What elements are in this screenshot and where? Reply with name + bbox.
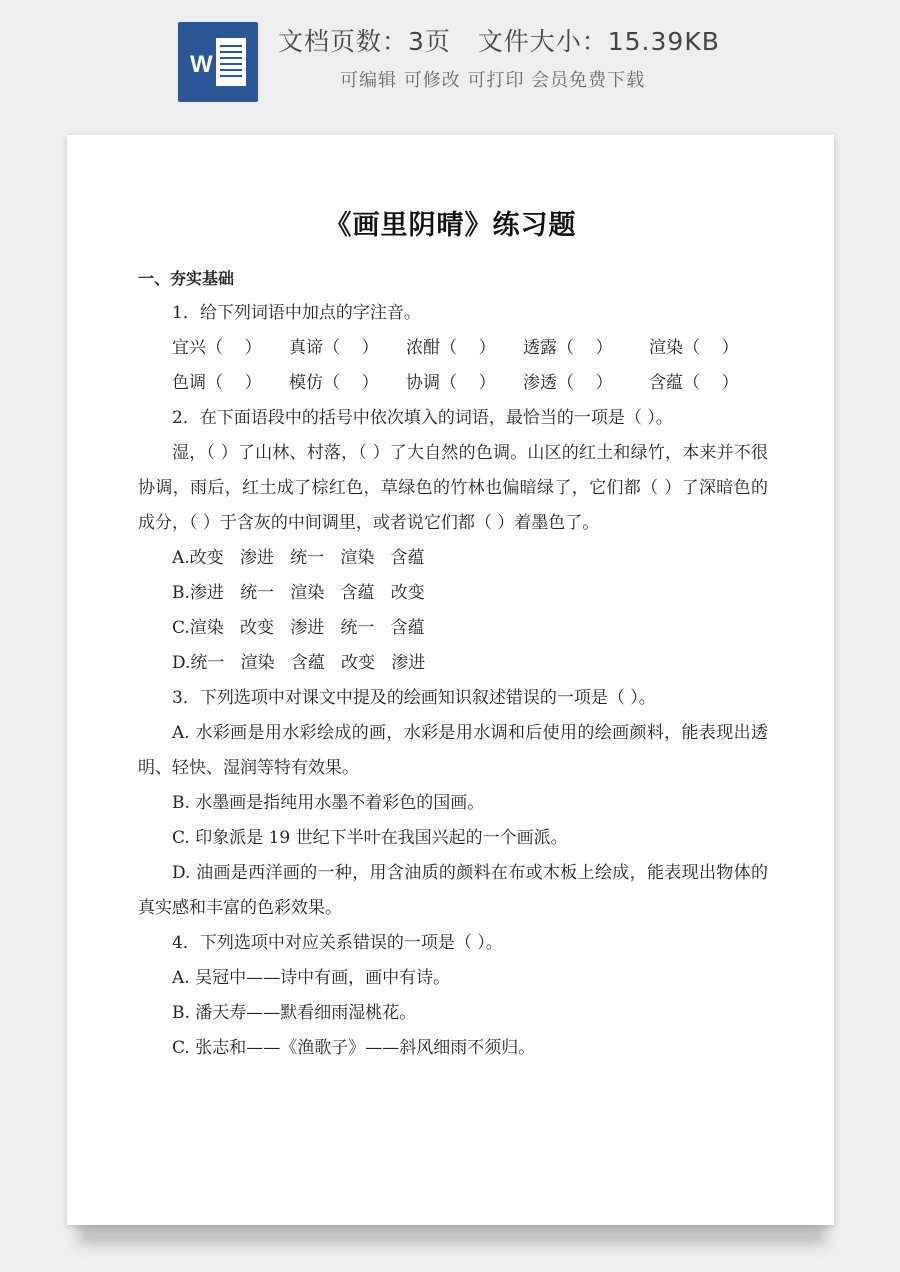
file-meta-features: 可编辑 可修改 可打印 会员免费下载 [340,70,646,91]
word-item: 含蕴（ ） [649,373,739,393]
question-4: 4．下列选项中对应关系错误的一项是（ ）。 [172,933,503,953]
document-title: 《画里阴晴》练习题 [324,210,577,241]
option-a: A.改变 渗进 统一 渲染 含蕴 [172,548,425,568]
word-item: 渗透（ ） [523,373,613,393]
word-item: 模仿（ ） [289,373,379,393]
option-b: B.渗进 统一 渲染 含蕴 改变 [172,583,425,603]
word-icon-letter: W [190,51,213,78]
word-item: 透露（ ） [523,338,613,358]
pinyin-row-2 [138,366,768,401]
file-meta-pages-size: 文档页数：3页 文件大小：15.39KB [278,27,720,56]
word-item: 真谛（ ） [289,338,379,358]
question-2: 2．在下面语段中的括号中依次填入的词语，最恰当的一项是（ ）。 [172,408,673,428]
option-d: D.统一 渲染 含蕴 改变 渗进 [172,653,426,673]
question-4-option-c: C. 张志和——《渔歌子》——斜风细雨不须归。 [172,1038,536,1058]
question-3-option-c: C. 印象派是 19 世纪下半叶在我国兴起的一个画派。 [172,828,568,848]
word-item: 色调（ ） [172,373,262,393]
question-1: 1．给下列词语中加点的字注音。 [172,303,421,323]
question-4-option-a: A. 吴冠中——诗中有画，画中有诗。 [172,968,451,988]
word-item: 浓酣（ ） [406,338,496,358]
document-body [138,261,768,1066]
question-3-option-b: B. 水墨画是指纯用水墨不着彩色的国画。 [172,793,485,813]
download-info-header [0,0,900,120]
document-page [67,135,834,1225]
word-item: 渲染（ ） [649,338,739,358]
pinyin-row-1 [138,331,768,366]
question-4-option-b: B. 潘天寿——默看细雨湿桃花。 [172,1003,417,1023]
option-c: C.渲染 改变 渗进 统一 含蕴 [172,618,425,638]
question-3-option-a: A. 水彩画是用水彩绘成的画，水彩是用水调和后使用的绘画颜料，能表现出透明、轻快、湿润等特有效果。 [138,723,768,778]
word-item: 协调（ ） [406,373,496,393]
word-document-icon [178,22,258,102]
question-3-option-d: D. 油画是西洋画的一种，用含油质的颜料在布或木板上绘成，能表现出物体的真实感和丰富的色彩效果。 [138,863,768,918]
word-item: 宜兴（ ） [172,338,262,358]
question-3: 3．下列选项中对课文中提及的绘画知识叙述错误的一项是（ ）。 [172,688,656,708]
section-heading: 一、夯实基础 [138,269,235,288]
question-2-passage: 湿，（ ）了山林、村落，（ ）了大自然的色调。山区的红土和绿竹，本来并不很协调，雨后，红土成了棕红色，草绿色的竹林也偏暗绿了，它们都（ ）了深暗色的成分，（ ）于含灰的中间调里，或者说它们都（ ）着墨色了。 [138,443,768,533]
